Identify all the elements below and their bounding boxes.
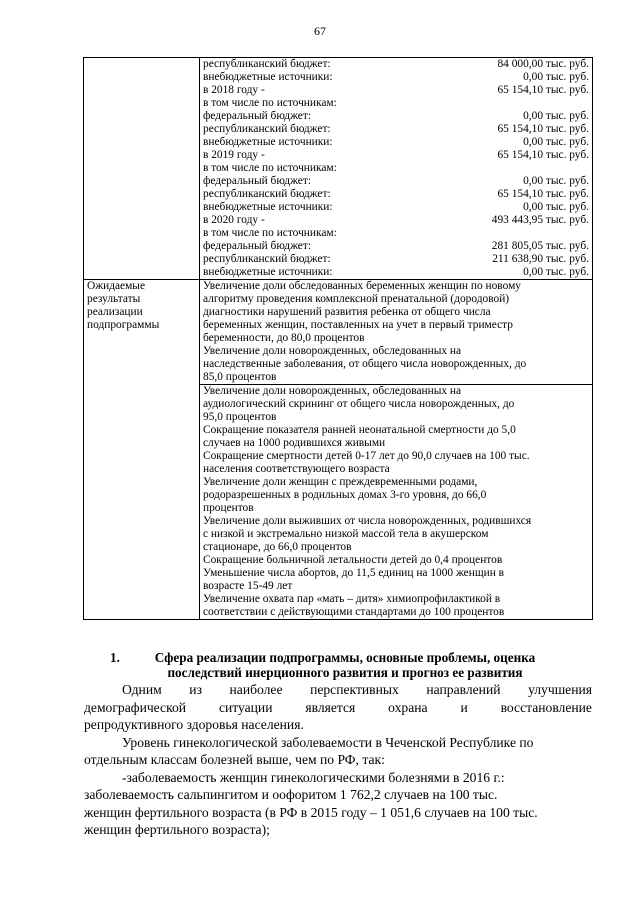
funding-amount: 84 000,00 тыс. руб. bbox=[497, 58, 589, 70]
word: улучшения bbox=[528, 682, 592, 697]
funding-line bbox=[203, 97, 589, 110]
funding-label: федеральный бюджет: bbox=[203, 110, 311, 122]
funding-line bbox=[203, 175, 589, 188]
paragraph-line bbox=[84, 681, 592, 699]
section-heading bbox=[110, 650, 580, 680]
funding-line bbox=[203, 201, 589, 214]
label-line: Ожидаемые bbox=[87, 280, 146, 292]
result-line: наследственные заболевания, от общего числа новорожденных, до bbox=[203, 358, 527, 370]
result-line: аудиологический скрининг от общего числа новорожденных, до bbox=[203, 398, 515, 410]
paragraph-line: женщин фертильного возраста); bbox=[84, 822, 270, 837]
word: перспективных bbox=[310, 682, 399, 697]
funding-label: республиканский бюджет: bbox=[203, 188, 331, 200]
funding-line bbox=[203, 84, 589, 97]
word: демографической bbox=[84, 699, 187, 715]
result-line: соответствии с действующими стандартами до 100 процентов bbox=[203, 606, 505, 618]
paragraph-line: Уровень гинекологической заболеваемости в Чеченской Республике по bbox=[122, 734, 534, 750]
funding-line bbox=[203, 227, 589, 240]
funding-label: в 2018 году - bbox=[203, 84, 265, 96]
funding-label: внебюджетные источники: bbox=[203, 266, 333, 278]
expected-results-label bbox=[84, 280, 200, 620]
funding-amount: 65 154,10 тыс. руб. bbox=[497, 123, 589, 135]
label-line: результаты bbox=[87, 293, 141, 305]
funding-amount: 65 154,10 тыс. руб. bbox=[497, 149, 589, 161]
funding-amount: 0,00 тыс. руб. bbox=[523, 175, 589, 187]
result-item bbox=[203, 567, 589, 593]
funding-amount: 0,00 тыс. руб. bbox=[523, 110, 589, 122]
result-line: Увеличение доли обследованных беременных женщин по новому bbox=[203, 280, 521, 292]
result-line: Сокращение смертности детей 0-17 лет до 90,0 случаев на 100 тыс. bbox=[203, 450, 530, 462]
result-line: возрасте 15-49 лет bbox=[203, 580, 293, 592]
funding-line bbox=[203, 110, 589, 123]
result-item bbox=[203, 345, 589, 385]
funding-label: республиканский бюджет: bbox=[203, 253, 331, 265]
funding-amount: 0,00 тыс. руб. bbox=[523, 71, 589, 83]
result-line: процентов bbox=[203, 502, 254, 514]
paragraph-line bbox=[84, 699, 592, 717]
result-line: населения соответствующего возраста bbox=[203, 463, 390, 475]
funding-line bbox=[203, 136, 589, 149]
result-line: Увеличение доли новорожденных, обследованных на bbox=[203, 385, 462, 397]
funding-line bbox=[203, 188, 589, 201]
paragraph-line: -заболеваемость женщин гинекологическими болезнями в 2016 г.: bbox=[122, 769, 505, 785]
result-item bbox=[203, 515, 589, 554]
funding-amount: 0,00 тыс. руб. bbox=[523, 266, 589, 278]
word: охрана bbox=[388, 699, 428, 715]
result-item bbox=[203, 385, 589, 424]
subprogram-passport-table bbox=[83, 57, 593, 620]
funding-amount: 65 154,10 тыс. руб. bbox=[497, 84, 589, 96]
result-line: алгоритму проведения комплексной пренатальной (дородовой) bbox=[203, 293, 510, 305]
funding-line bbox=[203, 71, 589, 84]
funding-line bbox=[203, 162, 589, 175]
page-number: 67 bbox=[314, 24, 326, 38]
table-row bbox=[84, 58, 593, 280]
result-line: диагностики нарушений развития ребенка от общего числа bbox=[203, 306, 491, 318]
word: и bbox=[460, 699, 468, 715]
result-item bbox=[203, 476, 589, 515]
funding-amount: 0,00 тыс. руб. bbox=[523, 136, 589, 148]
funding-label: в том числе по источникам: bbox=[203, 97, 337, 109]
funding-label: республиканский бюджет: bbox=[203, 123, 331, 135]
funding-label: в том числе по источникам: bbox=[203, 162, 337, 174]
funding-label: федеральный бюджет: bbox=[203, 240, 311, 252]
funding-amount: 281 805,05 тыс. руб. bbox=[491, 240, 589, 252]
table-row bbox=[84, 280, 593, 620]
results-list bbox=[203, 280, 589, 619]
paragraph-line: отдельным классам болезней выше, чем по РФ, так: bbox=[84, 752, 385, 767]
result-line: Увеличение доли выживших от числа новорожденных, родившихся bbox=[203, 515, 532, 527]
expected-results-cell bbox=[200, 280, 593, 620]
result-line: Увеличение охвата пар «мать – дитя» химиопрофилактикой в bbox=[203, 593, 501, 605]
word: является bbox=[305, 699, 356, 715]
funding-line bbox=[203, 253, 589, 266]
paragraph-line: репродуктивного здоровья населения. bbox=[84, 717, 304, 732]
result-line: Увеличение доли новорожденных, обследованных на bbox=[203, 345, 462, 357]
result-line: случаев на 1000 родившихся живыми bbox=[203, 437, 386, 449]
result-line: стационаре, до 66,0 процентов bbox=[203, 541, 352, 553]
funding-label: республиканский бюджет: bbox=[203, 58, 331, 70]
result-item bbox=[203, 554, 589, 567]
word: направлений bbox=[426, 682, 501, 697]
label-line: подпрограммы bbox=[87, 319, 160, 331]
word: из bbox=[189, 682, 202, 697]
funding-label: внебюджетные источники: bbox=[203, 136, 333, 148]
label-line: реализации bbox=[87, 306, 143, 318]
word: восстановление bbox=[500, 699, 592, 715]
word: Одним bbox=[122, 682, 162, 697]
word: наиболее bbox=[229, 682, 283, 697]
funding-line bbox=[203, 149, 589, 162]
section-number: 1. bbox=[110, 650, 120, 665]
paragraph-line: заболеваемость сальпингитом и оофоритом 1 762,2 случаев на 100 тыс. bbox=[84, 787, 498, 802]
result-line: Сокращение больничной летальности детей до 0,4 процентов bbox=[203, 554, 503, 566]
funding-line bbox=[203, 240, 589, 253]
section-title-line: Сфера реализации подпрограммы, основные проблемы, оценка bbox=[154, 650, 536, 665]
word: ситуации bbox=[218, 699, 273, 715]
empty-label-cell bbox=[84, 58, 200, 280]
funding-label: в 2020 году - bbox=[203, 214, 265, 226]
result-line: 85,0 процентов bbox=[200, 371, 592, 385]
funding-line bbox=[203, 58, 589, 71]
funding-amount: 65 154,10 тыс. руб. bbox=[497, 188, 589, 200]
funding-label: в 2019 году - bbox=[203, 149, 265, 161]
result-line: Сокращение показателя ранней неонатальной смертности до 5,0 bbox=[203, 424, 516, 436]
funding-line bbox=[203, 214, 589, 227]
result-line: Уменьшение числа абортов, до 11,5 единиц на 1000 женщин в bbox=[203, 567, 505, 579]
result-line: 95,0 процентов bbox=[203, 411, 277, 423]
funding-label: в том числе по источникам: bbox=[203, 227, 337, 239]
result-line: Увеличение доли женщин с преждевременными родами, bbox=[203, 476, 478, 488]
funding-amount: 0,00 тыс. руб. bbox=[523, 201, 589, 213]
result-line: беременности, до 80,0 процентов bbox=[203, 332, 365, 344]
funding-line bbox=[203, 123, 589, 136]
body-text bbox=[84, 681, 592, 839]
result-item bbox=[203, 450, 589, 476]
result-line: с низкой и экстремально низкой массой тела в акушерском bbox=[203, 528, 489, 540]
funding-cell bbox=[200, 58, 593, 280]
funding-label: федеральный бюджет: bbox=[203, 175, 311, 187]
paragraph-line: женщин фертильного возраста (в РФ в 2015 году – 1 051,6 случаев на 100 тыс. bbox=[84, 804, 538, 820]
funding-amount: 211 638,90 тыс. руб. bbox=[492, 253, 589, 265]
funding-list bbox=[203, 58, 589, 279]
funding-label: внебюджетные источники: bbox=[203, 71, 333, 83]
result-line: родоразрешенных в родильных домах 3-го уровня, до 66,0 bbox=[203, 489, 487, 501]
section-title-line: последствий инерционного развития и прогноз ее развития bbox=[167, 665, 523, 680]
result-line: беременных женщин, поставленных на учет в первый триместр bbox=[203, 319, 513, 331]
funding-label: внебюджетные источники: bbox=[203, 201, 333, 213]
funding-amount: 493 443,95 тыс. руб. bbox=[491, 214, 589, 226]
result-item bbox=[203, 593, 589, 619]
result-item bbox=[203, 280, 589, 345]
result-item bbox=[203, 424, 589, 450]
funding-line bbox=[203, 266, 589, 279]
